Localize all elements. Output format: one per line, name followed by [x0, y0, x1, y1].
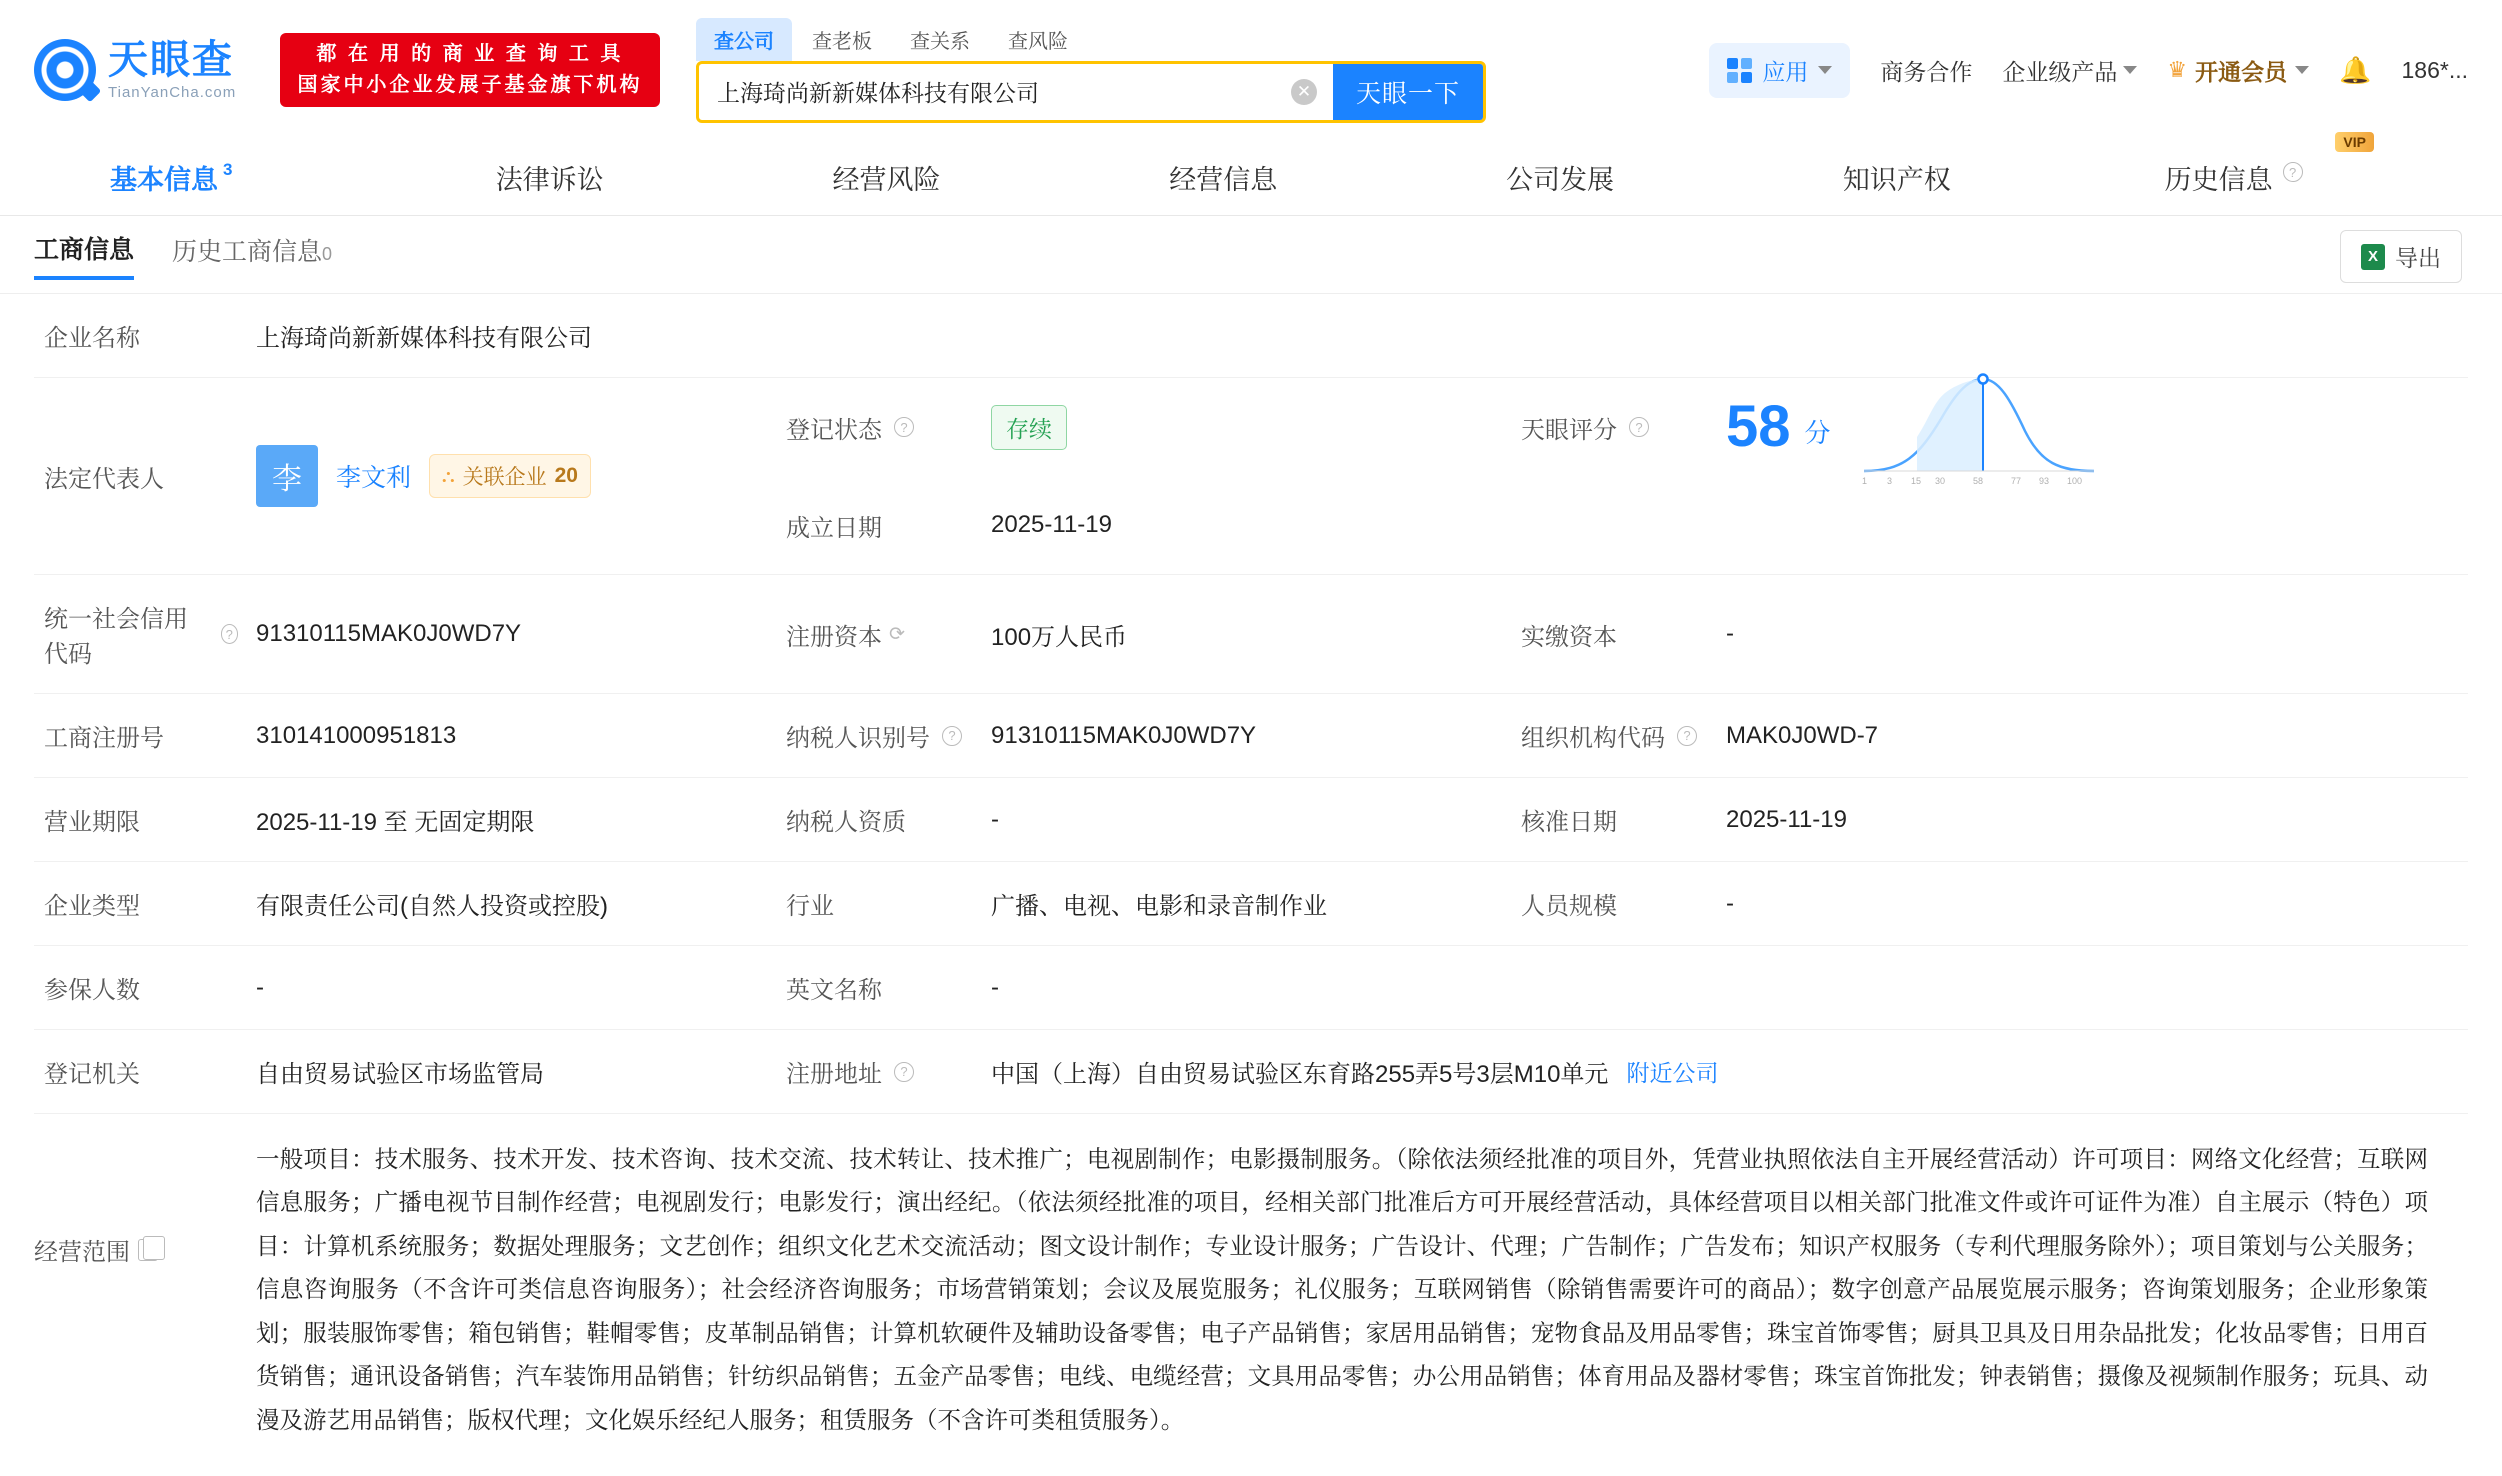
value-found-date: 2025-11-19 [991, 511, 1112, 538]
label-credit-code [34, 575, 246, 693]
reg-address-text: 中国（上海）自由贸易试验区东育路255弄5号3层M10单元 [991, 1061, 1609, 1088]
excel-icon: X [2361, 244, 2385, 270]
search-tab-risk[interactable]: 查风险 [1008, 30, 1068, 53]
value-taxpayer-qualification: - [991, 805, 999, 833]
nav-enterprise-label: 企业级产品 [2002, 58, 2118, 85]
tab-intellectual-property[interactable] [1728, 158, 2065, 197]
value-english-name: - [991, 973, 999, 1001]
score-unit: 分 [1804, 418, 1831, 448]
chevron-down-icon [2295, 66, 2309, 74]
main-tab-bar [0, 134, 2502, 216]
tab-history-info[interactable] [2065, 134, 2402, 197]
label-org-code [1511, 694, 1716, 777]
logo-title: 天眼查 [108, 38, 234, 82]
related-companies-count: 20 [554, 464, 578, 487]
promo-line-2: 国家中小企业发展子基金旗下机构 [297, 74, 643, 96]
tab-company-development[interactable] [1392, 158, 1729, 197]
avatar: 李 [256, 445, 318, 507]
search-area [696, 18, 1486, 123]
value-business-scope: 一般项目：技术服务、技术开发、技术咨询、技术交流、技术转让、技术推广；电视剧制作；电影摄制服务。（除依法须经批准的项目外，凭营业执照依法自主开展经营活动）许可项目：网络文化经营；互联网信息服务；广播电视节目制作经营；电视剧发行；电影发行；演出经纪。（依法须经批准的项目，经相关部门批准后方可开展经营活动，具体经营项目以相关部门批准文件或许可证件为准）自主展示（特色）项目：计算机系统服务；数据处理服务；文艺创作；组织文化艺术交流活动；图文设计制作；专业设计服务；广告设计、代理；广告制作；广告发布；知识产权服务（专利代理服务除外）；项目策划与公关服务；信息咨询服务（不含许可类信息咨询服务）；社会经济咨询服务；市场营销策划；会议及展览服务；礼仪服务；互联网销售（除销售需要许可的商品）；数字创意产品展览展示服务；咨询策划服务；企业形象策划；服装服饰零售；箱包销售；鞋帽零售；皮革制品销售；计算机软硬件及辅助设备零售；电子产品销售；家居用品销售；宠物食品及用品零售；珠宝首饰零售；厨具卫具及日用杂品批发；化妆品零售；日用百货销售；通讯设备销售；汽车装饰用品销售；针纺织品销售；五金产品零售；电线、电缆经营；文具用品零售；办公用品销售；体育用品及器材零售；珠宝首饰批发；钟表销售；摄像及视频制作服务；玩具、动漫及游艺用品销售；版权代理；文化娱乐经纪人服务；租赁服务（不含许可类租赁服务）。 [256, 1146, 2428, 1433]
search-tabs [696, 18, 1486, 61]
subtab-business-info[interactable] [34, 230, 134, 280]
table-row-reg-authority [34, 1030, 2468, 1114]
network-icon: ⛬ [442, 465, 455, 486]
promo-line-1: 都 在 用 的 商 业 查 询 工 具 [316, 43, 624, 65]
related-companies-chip[interactable] [429, 454, 591, 498]
help-icon[interactable]: ? [894, 1062, 914, 1082]
vip-badge: VIP [2335, 132, 2374, 152]
help-icon[interactable]: ? [2283, 162, 2303, 182]
value-reg-capital: 100万人民币 [991, 623, 1128, 651]
nav-enterprise-products[interactable] [2002, 54, 2137, 87]
clear-icon[interactable]: ✕ [1291, 79, 1317, 105]
table-row-business-reg-no [34, 694, 2468, 778]
score-number: 58 [1726, 394, 1791, 459]
search-button[interactable]: 天眼一下 [1333, 64, 1483, 120]
promo-banner [280, 33, 660, 107]
value-reg-authority: 自由贸易试验区市场监管局 [256, 1061, 544, 1088]
related-companies-label: 关联企业 [462, 466, 547, 489]
svg-text:77: 77 [2010, 475, 2021, 486]
nearby-companies-link[interactable]: 附近公司 [1626, 1060, 1719, 1086]
tab-legal-cases-label: 法律诉讼 [495, 165, 604, 195]
tab-operation-risk[interactable] [718, 158, 1055, 197]
table-row-business-scope [34, 1114, 2468, 1466]
crown-icon: ♛ [2167, 57, 2188, 82]
label-reg-address-text: 注册地址 [786, 1061, 882, 1088]
value-insured: - [256, 973, 264, 1001]
svg-text:1: 1 [1861, 475, 1867, 486]
chevron-down-icon [2123, 66, 2137, 74]
open-membership-button[interactable] [2167, 54, 2309, 87]
label-taxpayer-id [776, 694, 981, 777]
label-credit-code-text: 统一社会信用代码 [44, 606, 188, 668]
value-business-reg-no: 310141000951813 [256, 721, 457, 749]
nav-business-label: 商务合作 [1880, 58, 1973, 85]
value-term: 2025-11-19 至 无固定期限 [256, 809, 535, 836]
label-empty [1511, 946, 1716, 1029]
value-company-type: 有限责任公司(自然人投资或控股) [256, 893, 608, 920]
tab-basic-info[interactable] [100, 158, 381, 197]
label-insured: 参保人数 [44, 977, 140, 1004]
label-taxpayer-qualification: 纳税人资质 [786, 809, 906, 836]
label-reg-address [776, 1030, 981, 1113]
tab-basic-info-count: 3 [223, 160, 233, 179]
site-header [0, 0, 2502, 140]
logo-subtitle: TianYanCha.com [108, 84, 237, 101]
export-button[interactable] [2340, 230, 2462, 283]
help-icon[interactable]: ? [1677, 726, 1697, 746]
tab-legal-cases[interactable] [381, 158, 718, 197]
chevron-down-icon [1818, 66, 1832, 74]
svg-text:93: 93 [2038, 475, 2049, 486]
label-found-date: 成立日期 [786, 514, 882, 542]
help-icon[interactable]: ? [942, 726, 962, 746]
company-info-table [0, 294, 2502, 1466]
svg-text:15: 15 [1910, 475, 1921, 486]
label-business-scope [34, 1114, 246, 1267]
svg-text:100: 100 [2066, 475, 2082, 486]
label-staff-size: 人员规模 [1521, 893, 1617, 920]
header-right [1709, 43, 2468, 98]
label-industry: 行业 [786, 893, 834, 920]
app-button[interactable] [1709, 43, 1850, 98]
label-reg-authority: 登记机关 [44, 1061, 140, 1088]
search-input[interactable] [699, 78, 1291, 105]
value-empty [1716, 946, 2468, 1029]
vip-button-label: 开通会员 [2195, 58, 2288, 85]
label-reg-capital-text: 注册资本 [786, 623, 882, 651]
svg-text:58: 58 [1972, 475, 1983, 486]
account-phone[interactable]: 186*... [2401, 56, 2468, 83]
nav-business-cooperation[interactable] [1880, 54, 1972, 87]
status-badge: 存续 [991, 405, 1067, 450]
search-tab-company[interactable]: 查公司 [696, 18, 792, 61]
legal-rep-link[interactable]: 李文利 [336, 464, 412, 492]
label-approve-date: 核准日期 [1521, 809, 1617, 836]
value-company-name: 上海琦尚新新媒体科技有限公司 [256, 325, 592, 352]
refresh-icon[interactable]: ⟳ [889, 623, 905, 645]
label-org-code-text: 组织机构代码 [1521, 725, 1665, 752]
table-row-term [34, 778, 2468, 862]
value-staff-size: - [1726, 889, 1734, 917]
label-reg-status-text: 登记状态 [786, 416, 882, 444]
label-taxpayer-id-text: 纳税人识别号 [786, 725, 930, 752]
subtab-historical-label: 历史工商信息 [172, 237, 323, 266]
logo[interactable] [34, 39, 270, 101]
copy-icon[interactable] [138, 1239, 158, 1261]
label-term: 营业期限 [44, 809, 140, 836]
label-legal-rep: 法定代表人 [44, 465, 164, 493]
tab-basic-info-label: 基本信息 [110, 165, 218, 195]
label-business-reg-no: 工商注册号 [44, 725, 164, 752]
table-row-credit-code [34, 575, 2468, 694]
table-row-legal-rep [34, 378, 2468, 575]
tianyancha-logo-icon [34, 39, 96, 101]
search-tab-relation[interactable]: 查关系 [910, 30, 970, 53]
label-business-scope-text: 经营范围 [34, 1239, 130, 1266]
label-score-text: 天眼评分 [1521, 416, 1617, 444]
tab-operation-risk-label: 经营风险 [832, 165, 941, 195]
value-reg-address [981, 1030, 2468, 1113]
label-score [1511, 386, 1716, 469]
export-label: 导出 [2395, 245, 2441, 271]
score-distribution-chart [1859, 359, 2099, 496]
help-icon[interactable]: ? [894, 417, 914, 437]
value-credit-code: 91310115MAK0J0WD7Y [256, 620, 522, 647]
tab-intellectual-property-label: 知识产权 [1842, 165, 1951, 195]
value-approve-date: 2025-11-19 [1726, 805, 1847, 833]
svg-text:3: 3 [1886, 475, 1892, 486]
help-icon[interactable]: ? [1629, 417, 1649, 437]
tab-company-development-label: 公司发展 [1506, 165, 1615, 195]
grid-icon [1727, 58, 1752, 83]
label-company-type: 企业类型 [44, 893, 140, 920]
table-row-company-type [34, 862, 2468, 946]
search-box [696, 61, 1486, 123]
notification-bell-icon[interactable]: 🔔 [2339, 54, 2372, 85]
value-paid-capital: - [1726, 620, 1734, 647]
svg-text:30: 30 [1934, 475, 1945, 486]
tab-operation-info[interactable] [1055, 158, 1392, 197]
label-reg-status [776, 386, 981, 469]
label-reg-capital [776, 575, 981, 693]
value-taxpayer-id: 91310115MAK0J0WD7Y [991, 721, 1257, 749]
search-tab-boss[interactable]: 查老板 [812, 30, 872, 53]
tab-history-info-label: 历史信息 [2164, 165, 2273, 195]
subtab-business-info-label: 工商信息 [34, 235, 135, 264]
subtab-historical-count: 0 [322, 243, 333, 264]
table-row-insured [34, 946, 2468, 1030]
sub-tab-bar [0, 216, 2502, 294]
value-org-code: MAK0J0WD-7 [1726, 721, 1879, 749]
help-icon[interactable]: ? [221, 624, 238, 644]
label-company-name: 企业名称 [44, 325, 140, 352]
label-english-name: 英文名称 [786, 977, 882, 1004]
value-industry: 广播、电视、电影和录音制作业 [991, 893, 1327, 920]
subtab-historical-business-info[interactable] [172, 232, 332, 278]
app-button-label: 应用 [1762, 58, 1809, 85]
value-reg-status [981, 381, 1511, 474]
tab-operation-info-label: 经营信息 [1169, 165, 1278, 195]
value-legal-rep [246, 378, 776, 574]
label-paid-capital: 实缴资本 [1521, 623, 1617, 651]
